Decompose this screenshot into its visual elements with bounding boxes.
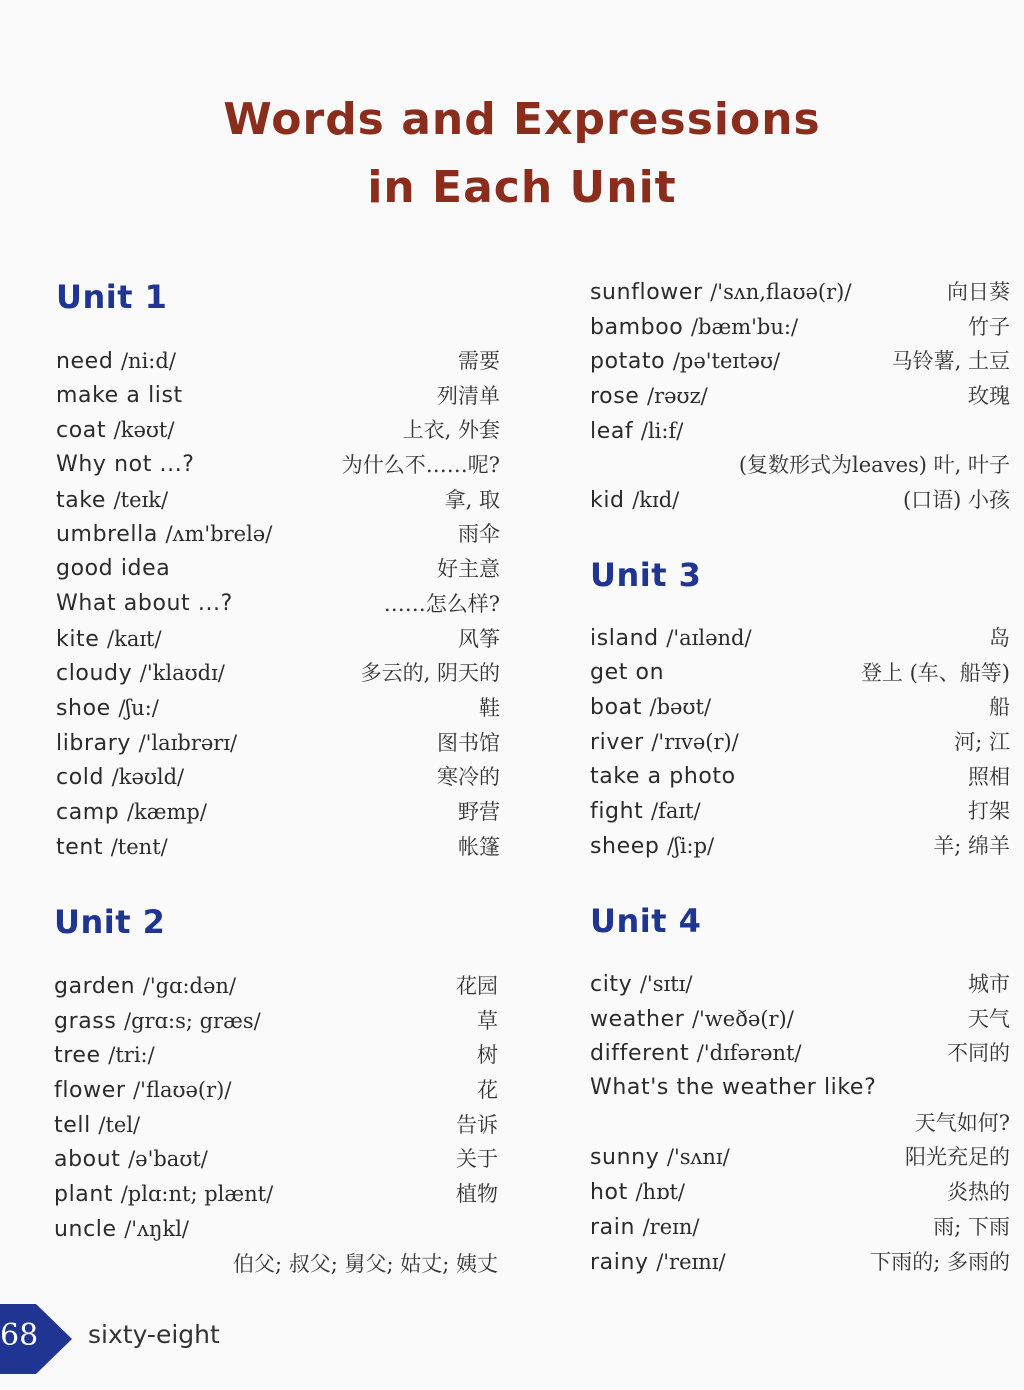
vocab-row xyxy=(590,483,1010,518)
vocab-row xyxy=(54,1247,498,1282)
vocab-word xyxy=(590,483,679,519)
vocab-phonetic: /kaɪt/ xyxy=(107,626,162,651)
vocab-english: get on xyxy=(590,659,665,685)
vocab-word xyxy=(56,656,225,692)
vocab-row xyxy=(590,1245,1010,1280)
vocab-english: plant xyxy=(54,1182,114,1208)
vocab-row xyxy=(54,1212,498,1247)
vocab-row xyxy=(56,517,500,552)
vocab-word xyxy=(590,967,692,1003)
vocab-phonetic: /teɪk/ xyxy=(113,487,169,512)
vocab-english: What about ...? xyxy=(56,590,233,616)
vocab-word xyxy=(54,969,236,1005)
vocab-phonetic: /'aɪlənd/ xyxy=(666,626,752,650)
vocab-row xyxy=(590,760,1010,795)
vocab-phonetic: /'sʌnɪ/ xyxy=(666,1145,730,1170)
vocab-english: kite xyxy=(56,626,100,652)
vocab-english: coat xyxy=(56,418,107,444)
vocab-english: potato xyxy=(590,349,666,375)
vocab-row xyxy=(56,552,500,587)
vocab-phonetic: /pə'teɪtəʊ/ xyxy=(672,349,781,374)
vocab-word xyxy=(54,1212,189,1248)
vocab-row xyxy=(56,622,500,657)
vocab-phonetic: /ʌm'brelə/ xyxy=(165,522,273,547)
vocab-chinese-meaning: 马铃薯, 土豆 xyxy=(891,349,1010,374)
vocab-english: camp xyxy=(56,799,120,825)
vocab-row xyxy=(590,1106,1010,1141)
vocab-chinese-meaning: 伯父; 叔父; 舅父; 姑丈; 姨丈 xyxy=(232,1251,498,1276)
vocab-chinese-meaning: (口语) 小孩 xyxy=(902,488,1010,513)
vocab-word xyxy=(54,1073,231,1109)
vocab-chinese-meaning: 上衣, 外套 xyxy=(402,418,500,443)
vocab-word xyxy=(54,1038,155,1074)
vocab-english: uncle xyxy=(54,1216,117,1242)
vocab-row xyxy=(590,1071,1010,1106)
page-title-line-2: in Each Unit xyxy=(367,162,677,213)
vocab-chinese-meaning: 照相 xyxy=(968,764,1010,789)
vocab-row xyxy=(590,656,1010,691)
vocab-english: Why not ...? xyxy=(56,452,195,478)
vocab-chinese-meaning: 城市 xyxy=(968,972,1010,996)
unit-4-heading: Unit 4 xyxy=(590,902,702,940)
vocab-chinese-meaning: (复数形式为leaves) 叶, 叶子 xyxy=(738,453,1010,478)
vocab-row xyxy=(56,587,500,622)
vocab-word xyxy=(590,1175,685,1211)
vocab-phonetic: /bæm'bu:/ xyxy=(690,314,799,339)
vocab-chinese-meaning: 船 xyxy=(989,695,1010,720)
vocab-chinese-meaning: 关于 xyxy=(456,1147,498,1172)
vocab-english: grass xyxy=(54,1008,117,1034)
vocab-row xyxy=(590,829,1010,864)
vocab-chinese-meaning: 登上 (车、船等) xyxy=(860,660,1010,685)
vocab-row xyxy=(56,795,500,830)
vocab-row xyxy=(590,1036,1010,1071)
vocab-phonetic: /kəʊld/ xyxy=(111,765,185,790)
vocab-phonetic: /'reɪnɪ/ xyxy=(656,1249,726,1274)
vocab-row xyxy=(56,656,500,691)
vocab-phonetic: /tent/ xyxy=(110,834,168,859)
vocab-word xyxy=(590,1140,730,1176)
vocab-word xyxy=(590,1210,699,1246)
vocab-english: take xyxy=(56,487,106,513)
vocab-phonetic: /li:f/ xyxy=(640,418,684,443)
vocab-word xyxy=(56,517,272,553)
vocab-english: weather xyxy=(590,1006,685,1032)
vocab-word xyxy=(590,1036,801,1072)
vocab-english: about xyxy=(54,1147,121,1173)
vocab-chinese-meaning: ……怎么样? xyxy=(383,591,500,616)
vocab-word xyxy=(590,621,752,657)
vocab-chinese-meaning: 野营 xyxy=(458,799,500,824)
vocab-english: make a list xyxy=(56,382,183,408)
vocab-english: cold xyxy=(56,765,105,791)
vocab-chinese-meaning: 雨; 下雨 xyxy=(933,1214,1010,1239)
vocab-chinese-meaning: 天气 xyxy=(968,1006,1010,1031)
vocab-phonetic: /kəʊt/ xyxy=(113,418,175,443)
vocab-english: rose xyxy=(590,384,640,410)
vocab-row xyxy=(54,1038,498,1073)
vocab-chinese-meaning: 岛 xyxy=(989,626,1010,650)
vocab-word xyxy=(590,344,780,380)
vocab-chinese-meaning: 鞋 xyxy=(479,695,500,720)
vocab-english: rainy xyxy=(590,1249,649,1275)
vocab-word xyxy=(56,379,183,414)
vocab-word xyxy=(56,413,174,449)
vocab-row xyxy=(590,310,1010,345)
vocab-chinese-meaning: 花 xyxy=(477,1078,498,1103)
unit-4-word-list xyxy=(590,967,1010,1279)
vocab-chinese-meaning: 下雨的; 多雨的 xyxy=(870,1249,1010,1274)
vocab-word xyxy=(590,760,736,795)
vocab-english: bamboo xyxy=(590,314,684,340)
vocab-phonetic: /'rɪvə(r)/ xyxy=(651,730,739,755)
vocab-phonetic: /'gɑ:dən/ xyxy=(142,974,237,998)
vocab-phonetic: /faɪt/ xyxy=(651,799,701,824)
vocab-row xyxy=(56,830,500,865)
vocab-chinese-meaning: 羊; 绵羊 xyxy=(933,834,1010,859)
vocab-phonetic: /'dɪfərənt/ xyxy=(696,1041,802,1066)
vocab-english: sunflower xyxy=(590,280,703,305)
vocab-chinese-meaning: 花园 xyxy=(456,974,498,998)
vocab-phonetic: /reɪn/ xyxy=(642,1214,700,1239)
vocab-phonetic: /kɪd/ xyxy=(632,488,680,513)
vocab-english: different xyxy=(590,1041,690,1067)
vocab-phonetic: /'weðə(r)/ xyxy=(691,1006,794,1031)
unit-2-heading: Unit 2 xyxy=(54,903,166,941)
vocab-row xyxy=(590,1175,1010,1210)
vocab-word xyxy=(56,483,168,519)
vocab-word xyxy=(56,726,237,762)
vocab-phonetic: /ə'baʊt/ xyxy=(128,1147,208,1172)
vocab-chinese-meaning: 阳光充足的 xyxy=(905,1145,1010,1170)
vocab-row xyxy=(56,344,500,379)
vocab-row xyxy=(54,1108,498,1143)
vocab-word xyxy=(56,448,195,483)
vocab-word xyxy=(590,1245,726,1281)
vocab-chinese-meaning: 为什么不……呢? xyxy=(341,453,500,478)
vocab-english: sheep xyxy=(590,834,660,860)
vocab-row xyxy=(590,1002,1010,1037)
vocab-english: cloudy xyxy=(56,661,133,687)
vocab-word xyxy=(56,344,176,380)
vocab-word xyxy=(56,760,184,796)
vocab-chinese-meaning: 天气如何? xyxy=(914,1110,1010,1135)
unit-2-word-list xyxy=(54,969,498,1281)
vocab-phonetic: /hɒt/ xyxy=(635,1180,685,1205)
vocab-word xyxy=(590,275,851,311)
vocab-english: tree xyxy=(54,1043,101,1069)
vocab-chinese-meaning: 打架 xyxy=(968,799,1010,824)
vocab-chinese-meaning: 寒冷的 xyxy=(437,765,500,790)
vocab-phonetic: /bəʊt/ xyxy=(649,695,712,720)
vocab-word xyxy=(56,622,162,658)
vocab-word xyxy=(54,1142,208,1178)
unit-1-word-list xyxy=(56,344,500,864)
vocab-english: rain xyxy=(590,1214,635,1240)
vocab-chinese-meaning: 需要 xyxy=(458,349,500,373)
vocab-english: need xyxy=(56,349,114,374)
vocab-row xyxy=(56,760,500,795)
vocab-chinese-meaning: 炎热的 xyxy=(947,1180,1010,1205)
vocab-word xyxy=(590,829,714,865)
vocab-chinese-meaning: 多云的, 阴天的 xyxy=(360,661,500,686)
vocab-english: river xyxy=(590,730,644,756)
vocab-word xyxy=(56,830,168,866)
vocab-phonetic: /'ʌŋkl/ xyxy=(124,1216,189,1241)
vocab-chinese-meaning: 玫瑰 xyxy=(968,384,1010,409)
vocab-english: umbrella xyxy=(56,522,158,548)
vocab-word xyxy=(56,552,170,587)
vocab-word xyxy=(590,1002,794,1038)
vocab-english: shoe xyxy=(56,695,111,721)
vocab-english: flower xyxy=(54,1078,126,1104)
vocab-english: garden xyxy=(54,974,136,999)
vocab-phonetic: /ni:d/ xyxy=(120,349,176,373)
vocab-row xyxy=(590,690,1010,725)
vocab-english: hot xyxy=(590,1180,628,1206)
vocab-chinese-meaning: 树 xyxy=(477,1043,498,1068)
vocab-english: library xyxy=(56,730,131,756)
vocab-word xyxy=(590,794,701,830)
vocab-row xyxy=(590,448,1010,483)
vocab-phonetic: /kæmp/ xyxy=(126,799,207,824)
vocab-row xyxy=(54,1073,498,1108)
vocab-english: tent xyxy=(56,834,104,860)
vocab-phonetic: /ʃu:/ xyxy=(118,695,159,720)
vocab-chinese-meaning: 帐篷 xyxy=(458,834,500,859)
vocab-row xyxy=(56,448,500,483)
vocab-english: good idea xyxy=(56,556,171,582)
vocab-chinese-meaning: 不同的 xyxy=(947,1041,1010,1066)
page-number-words: sixty-eight xyxy=(88,1320,220,1349)
vocab-word xyxy=(56,587,233,622)
vocab-phonetic: /'sɪtɪ/ xyxy=(639,972,693,996)
vocab-word xyxy=(590,690,711,726)
vocab-english: What's the weather like? xyxy=(590,1075,877,1101)
vocab-english: take a photo xyxy=(590,763,736,789)
vocab-word xyxy=(590,656,664,691)
vocab-phonetic: /'flaʊə(r)/ xyxy=(133,1078,232,1103)
page-number: 68 xyxy=(0,1318,39,1353)
vocab-row xyxy=(590,414,1010,449)
vocab-english: boat xyxy=(590,695,642,721)
vocab-row xyxy=(54,1004,498,1039)
vocab-chinese-meaning: 好主意 xyxy=(437,557,500,582)
vocab-chinese-meaning: 图书馆 xyxy=(437,730,500,755)
vocab-phonetic: /'sʌn,flaʊə(r)/ xyxy=(710,280,852,304)
vocab-word xyxy=(54,1108,140,1144)
vocab-phonetic: /grɑ:s; græs/ xyxy=(124,1008,261,1033)
vocab-chinese-meaning: 风筝 xyxy=(458,626,500,651)
vocab-row xyxy=(590,1140,1010,1175)
vocab-chinese-meaning: 河; 江 xyxy=(954,730,1010,755)
unit-3-heading: Unit 3 xyxy=(590,556,702,594)
vocab-word xyxy=(590,414,683,450)
unit-2-continued-word-list xyxy=(590,275,1010,518)
vocab-phonetic: /tel/ xyxy=(98,1112,141,1137)
vocab-row xyxy=(56,379,500,414)
vocab-row xyxy=(54,969,498,1004)
vocab-phonetic: /ʃi:p/ xyxy=(667,834,715,859)
vocab-word xyxy=(590,379,708,415)
vocab-row xyxy=(54,1177,498,1212)
vocab-word xyxy=(54,1004,261,1040)
vocab-row xyxy=(590,379,1010,414)
vocab-phonetic: /plɑ:nt; plænt/ xyxy=(120,1182,274,1207)
vocab-chinese-meaning: 列清单 xyxy=(437,383,500,408)
vocab-row xyxy=(590,725,1010,760)
unit-3-word-list xyxy=(590,621,1010,864)
vocab-row xyxy=(56,413,500,448)
vocab-row xyxy=(590,275,1010,310)
vocab-row xyxy=(54,1142,498,1177)
vocab-chinese-meaning: 拿, 取 xyxy=(444,487,500,512)
vocab-chinese-meaning: 草 xyxy=(477,1008,498,1033)
vocab-word xyxy=(56,691,159,727)
vocab-phonetic: /'klaʊdɪ/ xyxy=(139,661,225,686)
vocab-word xyxy=(590,725,739,761)
unit-1-heading: Unit 1 xyxy=(56,278,168,316)
vocab-row xyxy=(590,794,1010,829)
vocab-row xyxy=(590,344,1010,379)
vocab-phonetic: /tri:/ xyxy=(108,1043,155,1068)
vocab-english: island xyxy=(590,626,659,651)
vocab-english: city xyxy=(590,972,633,997)
vocab-phonetic: /rəʊz/ xyxy=(647,384,708,409)
vocab-english: fight xyxy=(590,799,644,825)
vocab-row xyxy=(590,1210,1010,1245)
vocab-row xyxy=(56,483,500,518)
vocab-phonetic: /'laɪbrərɪ/ xyxy=(138,730,238,755)
vocab-chinese-meaning: 竹子 xyxy=(968,314,1010,339)
vocab-row xyxy=(590,621,1010,656)
vocab-row xyxy=(590,967,1010,1002)
vocab-chinese-meaning: 植物 xyxy=(456,1182,498,1207)
vocab-english: sunny xyxy=(590,1145,660,1171)
vocab-english: leaf xyxy=(590,418,634,444)
vocab-word xyxy=(590,1071,876,1106)
vocab-chinese-meaning: 告诉 xyxy=(456,1112,498,1137)
vocab-row xyxy=(56,726,500,761)
vocab-chinese-meaning: 向日葵 xyxy=(947,280,1010,304)
vocab-row xyxy=(56,691,500,726)
page-title-line-1: Words and Expressions xyxy=(223,94,821,145)
vocab-english: kid xyxy=(590,488,625,514)
vocab-word xyxy=(56,795,207,831)
vocab-word xyxy=(54,1177,273,1213)
vocab-word xyxy=(590,310,798,346)
vocab-english: tell xyxy=(54,1112,91,1138)
vocab-chinese-meaning: 雨伞 xyxy=(458,522,500,547)
